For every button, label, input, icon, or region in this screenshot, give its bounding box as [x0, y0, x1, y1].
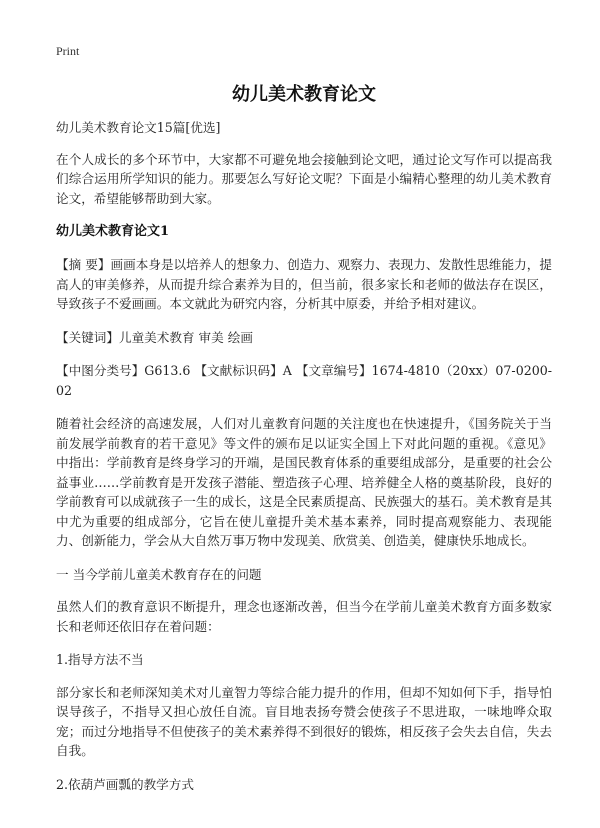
- intro-paragraph: 在个人成长的多个环节中，大家都不可避免地会接触到论文吧，通过论文写作可以提高我们综合运用所学知识的能力。那要怎么写好论文呢？下面是小编精心整理的幼儿美术教育论文，希望能够帮助到大家。: [56, 151, 552, 206]
- abstract-paragraph: 【摘 要】画画本身是以培养人的想象力、创造力、观察力、表现力、发散性思维能力，提高人的审美修养，从而提升综合素养为目的，但当前，很多家长和老师的做法存在误区，导致孩子不爱画画。本文就此为研究内容，分析其中原委，并给予相对建议。: [56, 257, 552, 311]
- article-subtitle: 幼儿美术教育论文15篇[优选]: [56, 120, 221, 135]
- print-link[interactable]: Print: [56, 44, 80, 58]
- section-heading: 幼儿美术教育论文1: [56, 224, 170, 239]
- article-body: [56, 118, 552, 807]
- body-paragraph: 虽然人们的教育意识不断提升，理念也逐渐改善，但当今在学前儿童美术教育方面多数家长和老师还依旧存在着问题：: [56, 599, 552, 634]
- keywords-paragraph: 【关键词】儿童美术教育 审美 绘画: [56, 329, 253, 345]
- body-paragraph: 部分家长和老师深知美术对儿童智力等综合能力提升的作用，但却不知如何下手，指导怕误导孩子，不指导又担心放任自流。盲目地表扬夸赞会使孩子不思进取，一味地哗众取宠；而过分地指导不但使孩子的美术素养得不到很好的锻炼，相反孩子会失去自信，失去自我。: [56, 684, 552, 758]
- subsection-heading: 2.依葫芦画瓢的教学方式: [56, 776, 194, 792]
- page-title: 幼儿美术教育论文: [232, 84, 376, 105]
- classification-paragraph: 【中图分类号】G613.6 【文献标识码】A 【文章编号】1674-4810（20xx）07-0200-02: [56, 363, 552, 398]
- subsection-heading: 一 当今学前儿童美术教育存在的问题: [56, 566, 262, 582]
- body-paragraph: 随着社会经济的高速发展，人们对儿童教育问题的关注度也在快速提升，《国务院关于当前发展学前教育的若干意见》等文件的颁布足以证实全国上下对此问题的重视。《意见》中指出：学前教育是终身学习的开端，是国民教育体系的重要组成部分，是重要的社会公益事业……学前教育是开发孩子潜能、塑造孩子心理、培养健全人格的奠基阶段，良好的学前教育可以成就孩子一生的成长，这是全民素质提高、民族强大的基石。美术教育是其中尤为重要的组成部分，它旨在使儿童提升美术基本素养，同时提高观察能力、表现能力、创新能力，学会从大自然万事万物中发现美、欣赏美、创造美，健康快乐地成长。: [56, 416, 552, 548]
- subsection-heading: 1.指导方法不当: [56, 652, 144, 667]
